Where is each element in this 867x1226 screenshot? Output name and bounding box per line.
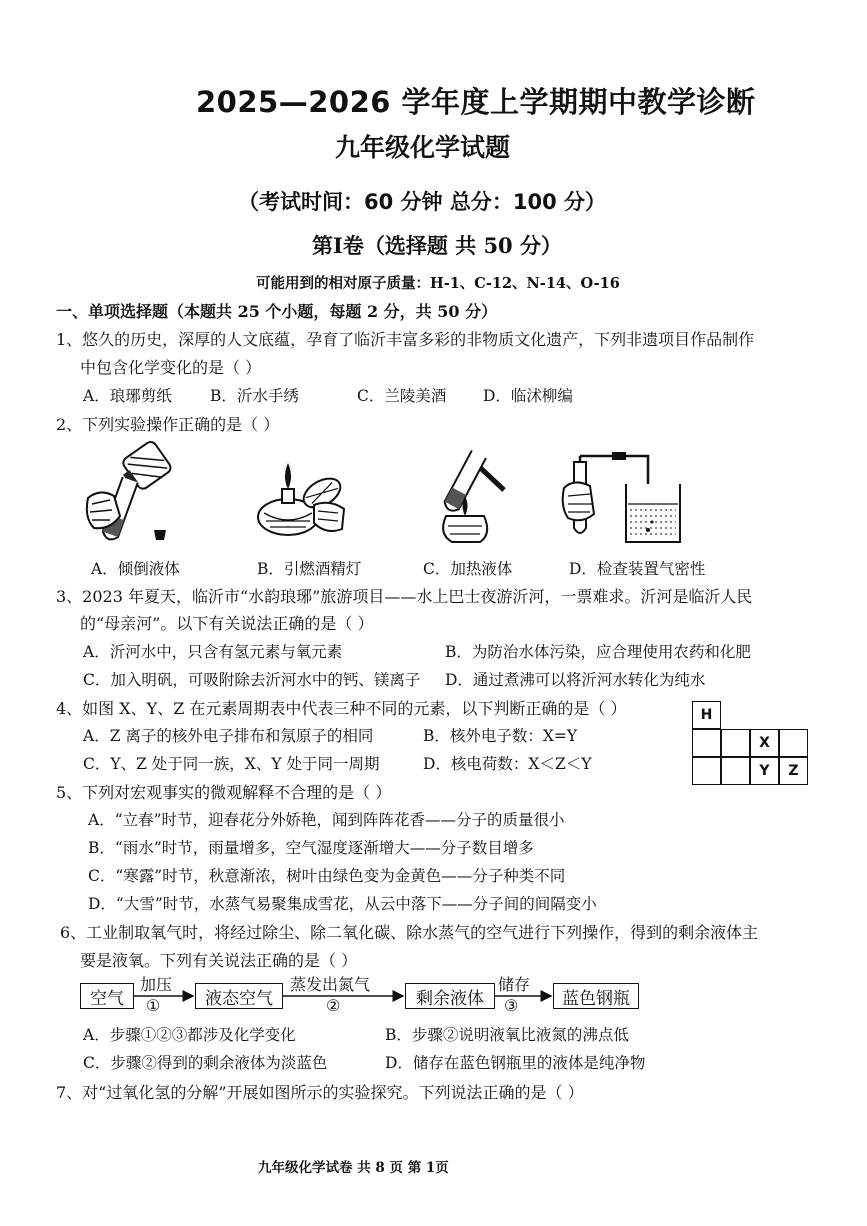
- q6-option-a: A．步骤①②③都涉及化学变化: [83, 1026, 296, 1044]
- q2-option-c: C．加热液体: [423, 560, 513, 578]
- q1-line2: 中包含化学变化的是（ ）: [80, 358, 262, 377]
- section-heading: 一、单项选择题（本题共 25 个小题，每题 2 分，共 50 分）: [56, 302, 498, 321]
- q6-option-b: B．步骤②说明液氧比液氮的沸点低: [385, 1026, 629, 1044]
- q5-option-d: D．“大雪”时节，水蒸气易聚集成雪花，从云中落下——分子间的间隔变小: [88, 895, 597, 913]
- q3-option-b: B．为防治水体污染，应合理使用农药和化肥: [445, 643, 751, 661]
- flow-box-air: 空气: [80, 983, 134, 1009]
- flow-step2-label: 蒸发出氮气: [290, 975, 371, 994]
- q3-line1: 3、2023 年夏天，临沂市“水韵琅琊”旅游项目——水上巴士夜游沂河，一票难求。沂河是临沂人民: [56, 587, 753, 606]
- flow-box-liquid-air: 液态空气: [195, 983, 283, 1009]
- cell-y: Y: [750, 757, 779, 785]
- atomic-masses: 可能用到的相对原子质量：H-1、C-12、N-14、O-16: [256, 275, 620, 292]
- flow-box-blue-cylinder: 蓝色钢瓶: [553, 983, 639, 1009]
- q4-option-a: A．Z 离子的核外电子排布和氖原子的相同: [83, 727, 374, 745]
- q1-option-c: C．兰陵美酒: [357, 387, 447, 405]
- q2-stem: 2、下列实验操作正确的是（ ）: [56, 415, 280, 434]
- q3-option-a: A．沂河水中，只含有氢元素与氧元素: [83, 643, 343, 661]
- exam-subtitle: 九年级化学试题: [335, 133, 511, 162]
- q3-line2: 的“母亲河”。以下有关说法正确的是（ ）: [80, 614, 374, 633]
- q3-option-c: C．加入明矾，可吸附除去沂河水中的钙、镁离子: [83, 671, 421, 689]
- q1-option-a: A．琅琊剪纸: [83, 387, 172, 405]
- q5-option-a: A．“立春”时节，迎春花分外娇艳，闻到阵阵花香——分子的质量很小: [88, 811, 565, 829]
- q4-stem: 4、如图 X、Y、Z 在元素周期表中代表三种不同的元素，以下判断正确的是（ ）: [56, 699, 627, 718]
- flow-step1-number: ①: [146, 996, 161, 1015]
- q1-option-d: D．临沭柳编: [483, 387, 573, 405]
- page-footer: 九年级化学试卷 共 8 页 第 1页: [258, 1160, 449, 1176]
- q5-option-c: C．“寒露”时节，秋意渐浓，树叶由绿色变为金黄色——分子种类不同: [88, 867, 566, 885]
- flow-box-remaining-liquid: 剩余液体: [405, 983, 495, 1009]
- q1-line1: 1、悠久的历史，深厚的人文底蕴，孕育了临沂丰富多彩的非物质文化遗产，下列非遗项目作品制作: [56, 330, 755, 349]
- q6-line1: 6、工业制取氧气时，将经过除尘、除二氧化碳、除水蒸气的空气进行下列操作，得到的剩余液体主: [60, 923, 759, 942]
- q1-option-b: B．沂水手绣: [210, 387, 299, 405]
- q2-option-b: B．引燃酒精灯: [257, 560, 362, 578]
- q4-option-d: D．核电荷数：X＜Z＜Y: [423, 755, 592, 773]
- volume-heading: 第Ⅰ卷（选择题 共 50 分）: [312, 233, 562, 258]
- q3-option-d: D．通过煮沸可以将沂河水转化为纯水: [445, 671, 706, 689]
- q2-option-d: D．检查装置气密性: [569, 560, 706, 578]
- flow-step3-label: 储存: [498, 975, 531, 994]
- cell-z: Z: [779, 757, 808, 785]
- exam-title: 2025—2026 学年度上学期期中教学诊断: [196, 85, 756, 119]
- cell-x: X: [750, 729, 779, 757]
- q2-option-a: A．倾倒液体: [91, 560, 180, 578]
- q7-stem: 7、对“过氧化氢的分解”开展如图所示的实验探究。下列说法正确的是（ ）: [56, 1083, 584, 1102]
- q4-option-b: B．核外电子数：X=Y: [423, 727, 578, 745]
- flow-step2-number: ②: [326, 996, 341, 1015]
- q4-option-c: C．Y、Z 处于同一族，X、Y 处于同一周期: [83, 755, 380, 773]
- flow-step3-number: ③: [504, 996, 519, 1015]
- q6-option-d: D．储存在蓝色钢瓶里的液体是纯净物: [385, 1054, 646, 1072]
- q6-line2: 要是液氧。下列有关说法正确的是（ ）: [80, 951, 358, 970]
- cell-h: H: [692, 701, 721, 729]
- q5-stem: 5、下列对宏观事实的微观解释不合理的是（ ）: [56, 783, 392, 802]
- q6-option-c: C．步骤②得到的剩余液体为淡蓝色: [83, 1054, 328, 1072]
- exam-info: （考试时间：60 分钟 总分：100 分）: [238, 190, 606, 214]
- flow-step1-label: 加压: [140, 975, 173, 994]
- q5-option-b: B．“雨水”时节，雨量增多，空气湿度逐渐增大——分子数目增多: [88, 839, 534, 857]
